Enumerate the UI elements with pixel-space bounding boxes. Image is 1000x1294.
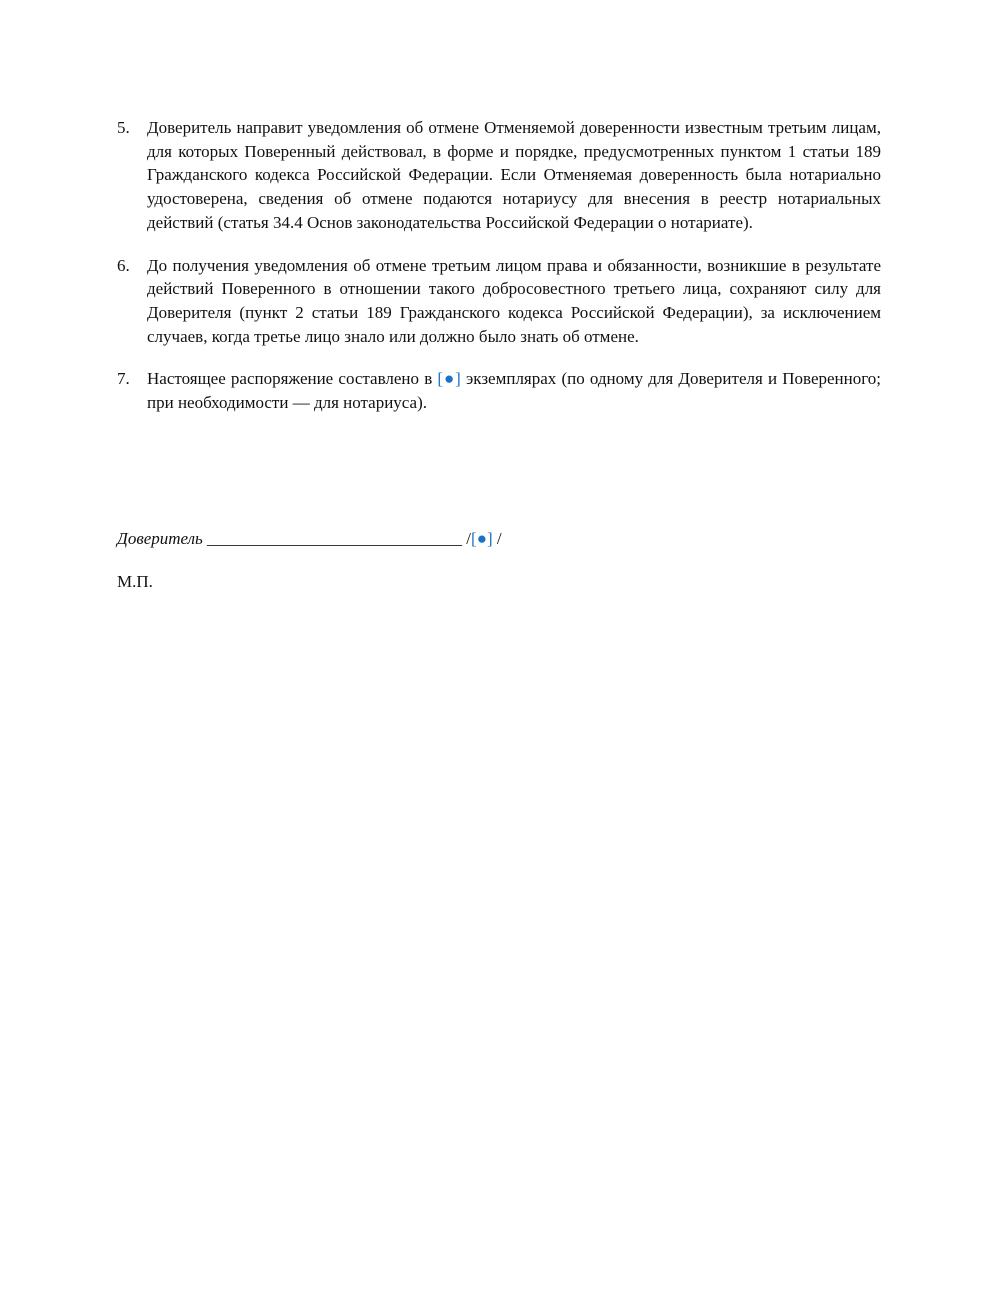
signature-separator-open: /: [466, 529, 472, 548]
signature-role: Доверитель: [117, 529, 203, 548]
clause-text-after: экземплярах (по одному для Доверителя и Поверенного; при необходимости — для нотариуса).: [147, 369, 882, 413]
clause-text-before: Настоящее распоряжение составлено в: [147, 369, 433, 389]
signature-line: ______________________________: [207, 529, 463, 548]
clause-number: 6.: [117, 255, 130, 275]
signature-separator-close: /: [496, 529, 502, 548]
clause-6: [117, 254, 881, 349]
clause-number: 5.: [117, 118, 130, 137]
clause-list: [117, 116, 881, 434]
clause-5: [117, 116, 881, 235]
clause-number: 7.: [117, 369, 130, 389]
signer-name-placeholder: [●]: [471, 529, 493, 548]
seal-mark: М.П.: [117, 572, 153, 591]
clause-text: Доверитель направит уведомления об отмене Отменяемой доверенности известным третьим лицам, для которых Поверенный действовал, в форме и порядке, предусмотренных пунктом 1 статьи 189 Гражданского кодекса Российской Федерации. Если Отменяемая доверенность была нотариально удостоверена, сведения об отмене подаются нотариусу для внесения в реестр нотариальных действий (статья 34.4 Основ законодательства Российской Федерации о нотариате).: [147, 118, 881, 232]
clause-text: До получения уведомления об отмене третьим лицом права и обязанности, возникшие в результате действий Поверенного в отношении такого добросовестного третьего лица, сохраняют силу для Доверителя (пункт 2 статьи 189 Гражданского кодекса Российской Федерации), за исключением случаев, когда третье лицо знало или должно было знать об отмене.: [147, 255, 881, 346]
signature-block: [117, 527, 502, 551]
clause-7: [117, 367, 881, 414]
copies-placeholder: [●]: [437, 369, 461, 389]
